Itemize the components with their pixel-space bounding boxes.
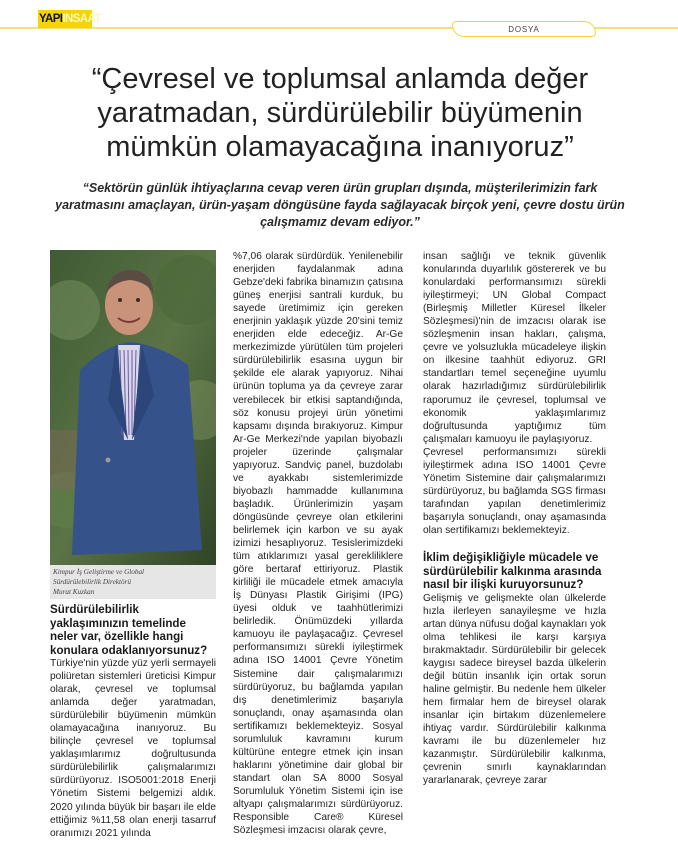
article-paragraph: insan sağlığı ve teknik güvenlik konularında duyarlılık göstererek ve bu konulardaki performansımızı sürekli iyileştirmeyi; UN Global Compact (Birleşmiş Milletler Küresel İlkeler Sözleşmesi)'nin de imzacısı olarak ise sözleşmenin insan hakları, çalışma, çevre ve yolsuzlukla mücadeleye ilişkin on ilkesine taahhüt ediyoruz. GRI standartları temel seçeneğine uyumlu olarak hazırladığımız sürdürülebilirlik raporumuz ile çevresel, toplumsal ve ekonomik yaklaşımlarımız doğrultusunda yaptığımız tüm çalışmaları kamuoyu ile paylaşıyoruz. [423,251,606,445]
article-column-2 [233,250,403,837]
logo-yapi: YAPI [39,13,63,25]
portrait-photo [50,250,216,565]
interview-question: İklim değişikliğiyle mücadele ve sürdürülebilir kalkınma arasında nasıl bir ilişki kuruyorsunuz? [423,551,602,592]
article-paragraph: Gelişmiş ve gelişmekte olan ülkelerde hızla ilerleyen sanayileşme ve hızla artan dünya nüfusu doğal kaynakları yok olma tehlikesi ile karşı karşıya bırakmaktadır. Sürdürülebilir bir gelecek kaygısı sadece bireysel bazda ülkelerin değil bütün insanlık için ortak sorun haline gelmiştir. Bu nedenle hem ülkeler hem firmalar hem de bireysel olarak insanlar için birtakım düzenlemelere ihtiyaç vardır. Sürdürülebilir kalkınma kavramı ile bu düzenlemeler hız kazanmıştır. Sürdürülebilir kalkınma, çevrenin sınırlı kaynaklarından yararlanarak, çevreye zarar [423,592,606,787]
interview-question: Sürdürülebilirlik yaklaşımınızın temelinde neler var, özellikle hangi konulara odaklanıyorsunuz? [50,603,208,657]
article-column-1 [50,603,216,840]
article-paragraph: Çevresel performansımızı sürekli iyileştirmek adına ISO 14001 Çevre Yönetim Sistemine dair çalışmalarımızı sürdürüyoruz, bu bağlamda SGS firması tarafından yapılan denetimlerimiz başarıyla sonuçlandı, onay aşamasında olan sertifikamızı beklemekteyiz. [423,446,606,536]
caption-line: Sürdürülebilirlik Direktörü [53,578,131,586]
magazine-logo [38,10,101,28]
section-label: DOSYA [452,21,596,37]
article-column-3 [423,250,606,787]
lede-quote: “Sektörün günlük ihtiyaçlarına cevap veren ürün grupları dışında, müşterilerimizin fark yaratmasını amaçlayan, ürün-yaşam döngüsüne fayda sağlayacak birçok yeni, çevre dostu ürün çalışmamız devam ediyor.” [55,181,625,229]
portrait-image [50,250,216,565]
article-paragraph: Türkiye'nin yüzde yüz yerli sermayeli poliüretan sistemleri üreticisi Kimpur olarak, çevresel ve toplumsal anlamda değer yaratmadan, sürdürülebilir büyümenin mümkün olamayacağına inanıyoruz. Bu bilinçle çevresel ve toplumsal yaklaşımlarımız doğrultusunda sürdürülebilirlik çalışmalarımızı sürdürüyoruz. ISO5001:2018 Enerji Yönetim Sistemi belgemizi aldık. 2020 yılında büyük bir başarı ile elde ettiğimiz %11,58 olan enerji tasarruf oranımızı 2021 yılında [50,658,216,839]
article-paragraph: %7,06 olarak sürdürdük. Yenilenebilir enerjiden faydalanmak adına Gebze'deki fabrika binamızın çatısına güneş enerjisi santrali kurduk, bu sayede üretimimiz için gereken enerjinin yaklaşık yüzde 20'sini temiz enerjiden elde edeceğiz. Ar-Ge merkezimizde yürütülen tüm projeleri sürdürülebilirlik esasına uygun bir şekilde ele alarak yapıyoruz. Nihai ürünün topluma ya da çevreye zarar verebilecek bir etkisi saptandığında, söz konusu projeyi ürün yönetimi kapsamı dışında bırakıyoruz. Kimpur Ar-Ge Merkezi'nde yapılan biyobazlı projeler üzerinde çalışmalar yapıyoruz. Sandviç panel, buzdolabı ve ayakkabı sistemlerimizde biyobazlı hammadde kullanımına başladık. Ürünlerimizin yaşam döngüsünde çevreye olan etkilerini belirlemek için karbon ve su ayak izimizi hesaplıyoruz. Tesislerimizdeki tüm atıklarımızı yasal gerekliliklere göre bertaraf ettiriyoruz. Plastik kirliliği ile mücadele etmek amacıyla İş Dünyası Plastik Girişimi (IPG) üyesi olduk ve taahhütlerimizi belirledik. Önümüzdeki yıllarda kamuoyu ile paylaşacağız. Çevresel performansımızı sürekli iyileştirmek adına ISO 14001 Çevre Yönetim Sistemine dair çalışmalarımızı sürdürüyoruz, bu bağlamda yapılan dış denetimlerimiz başarıyla sonuçlandı, onay aşamasında olan sertifikamızı beklemekteyiz. Sosyal sorumluluk kavramını kurum kültürüne entegre etmek için insan haklarını yönetimine dair global bir standart olan SA 8000 Sosyal Sorumluluk Yönetim Sistemi için ise altyapı çalışmalarımızı sürdürüyoruz. Responsible Care® Küresel Sözleşmesi imzacısı olarak çevre, [233,251,403,837]
headline: “Çevresel ve toplumsal anlamda değer yaratmadan, sürdürülebilir büyümenin mümkün olamayacağına inanıyoruz” [91,63,589,163]
photo-caption [50,565,216,599]
paragraph-spacer [423,537,606,551]
logo-insaat: INSAAT [62,13,101,25]
caption-line: Murat Kuzkan [53,588,95,596]
caption-line: Kimpur İş Geliştirme ve Global [53,568,145,576]
